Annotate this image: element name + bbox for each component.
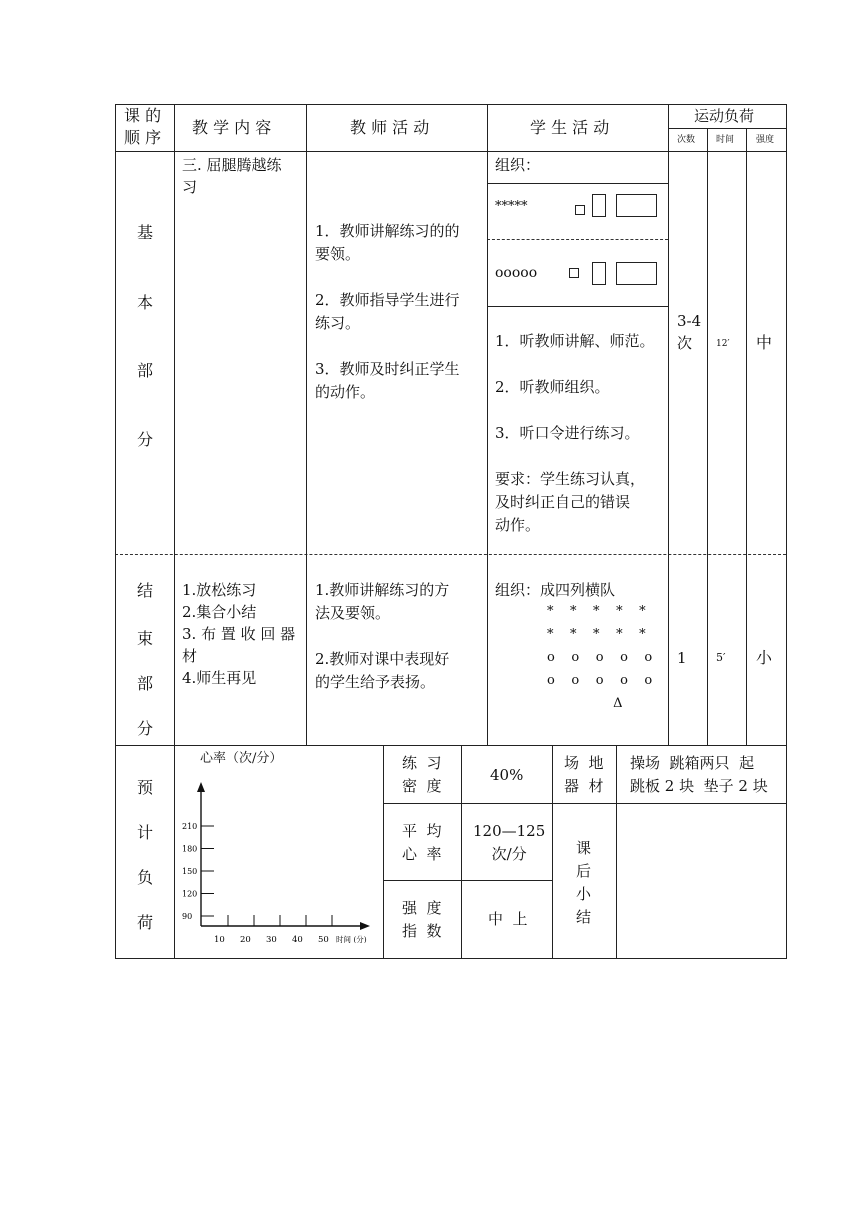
forecast-top-line xyxy=(115,745,786,746)
chart-axes xyxy=(197,782,370,930)
col-line-teacher xyxy=(487,104,488,746)
x-axis-label: 时间 (分) xyxy=(336,935,367,944)
y-tick-label: 150 xyxy=(182,867,198,876)
end-intensity: 小 xyxy=(756,648,773,667)
header-time: 时间 xyxy=(716,135,735,145)
small-square-icon xyxy=(575,205,585,215)
density-value: 40% xyxy=(490,766,524,784)
col-line-student xyxy=(668,104,669,746)
header-bottom-line xyxy=(115,151,786,152)
org-row-line-2 xyxy=(487,306,668,307)
forecast-col-line-4 xyxy=(616,745,617,959)
y-tick-label: 210 xyxy=(182,822,198,831)
avg-hr-label: 平 均 心 率 xyxy=(402,822,442,863)
heart-rate-chart xyxy=(176,770,382,956)
forecast-row-line-1 xyxy=(383,803,786,804)
section-dash-divider xyxy=(115,554,786,555)
x-tick-label: 20 xyxy=(240,935,251,945)
venue-label: 场 地 器 材 xyxy=(564,754,604,795)
intensity-index-value: 中 上 xyxy=(488,910,528,928)
forecast-row-line-2 xyxy=(383,880,552,881)
table-border-left xyxy=(115,104,116,959)
col-line-order xyxy=(174,104,175,959)
basic-content: 三. 屈腿腾越练 习 xyxy=(182,156,282,196)
basic-teacher-activity: 1．教师讲解练习的的 要领。 2．教师指导学生进行 练习。 3．教师及时纠正学生 的动作。 xyxy=(315,222,460,401)
vaulting-box-icon xyxy=(592,194,606,217)
small-square-icon xyxy=(569,268,579,278)
header-order: 课 的 顺 序 xyxy=(124,106,162,147)
y-axis-arrow-icon xyxy=(197,782,205,792)
forecast-col-line-3 xyxy=(552,745,553,959)
chart-x-ticks xyxy=(214,915,367,945)
vaulting-box-icon xyxy=(592,262,606,285)
header-load: 运动负荷 xyxy=(694,107,755,125)
header-times: 次数 xyxy=(677,135,696,145)
basic-times: 3-4 次 xyxy=(677,312,702,352)
end-formation: * * * * * * * * * * o o o o o o o o o o Δ xyxy=(547,604,653,711)
org-row-line-1 xyxy=(487,183,668,184)
basic-org-label: 组织： xyxy=(495,156,541,174)
basic-section-char-3: 部 xyxy=(136,361,153,380)
end-time: 5′ xyxy=(716,651,726,664)
heart-rate-chart-title: 心率（次/分） xyxy=(200,751,283,766)
mat-icon xyxy=(616,194,657,217)
basic-section-char-4: 分 xyxy=(136,430,153,449)
col-line-content xyxy=(306,104,307,746)
table-border-top xyxy=(115,104,786,105)
forecast-section-char-1: 预 xyxy=(136,778,153,797)
venue-value: 操场 跳箱两只 起 跳板 2 块 垫子 2 块 xyxy=(630,754,768,795)
basic-time: 12′ xyxy=(716,339,730,349)
end-org-label: 组织：成四列横队 xyxy=(495,581,616,599)
basic-row-circles: ooooo xyxy=(495,265,538,281)
mat-icon xyxy=(616,262,657,285)
basic-row-stars: ***** xyxy=(495,199,528,214)
end-section-char-2: 束 xyxy=(136,629,153,648)
header-teacher: 教 师 活 动 xyxy=(350,118,430,137)
load-header-divider xyxy=(668,128,786,129)
forecast-section-char-4: 荷 xyxy=(136,913,153,932)
density-label: 练 习 密 度 xyxy=(402,754,442,795)
chart-y-ticks xyxy=(182,822,214,921)
forecast-col-line-2 xyxy=(461,745,462,959)
x-axis-arrow-icon xyxy=(360,922,370,930)
header-content: 教 学 内 容 xyxy=(192,118,272,137)
basic-section-char-2: 本 xyxy=(136,293,153,312)
table-border-bottom xyxy=(115,958,786,959)
x-tick-label: 10 xyxy=(214,935,225,945)
col-line-times xyxy=(707,128,708,746)
basic-intensity: 中 xyxy=(756,333,773,352)
end-teacher-activity: 1.教师讲解练习的方 法及要领。 2.教师对课中表现好 的学生给予表扬。 xyxy=(315,581,450,691)
y-tick-label: 120 xyxy=(182,889,198,899)
forecast-col-line-1 xyxy=(383,745,384,959)
y-tick-label: 90 xyxy=(182,912,193,921)
end-content: 1.放松练习 2.集合小结 3. 布 置 收 回 器 材 4.师生再见 xyxy=(182,581,296,687)
col-line-time xyxy=(746,128,747,746)
x-tick-label: 40 xyxy=(292,935,303,945)
basic-section-char-1: 基 xyxy=(136,223,153,242)
x-tick-label: 50 xyxy=(318,935,329,945)
forecast-section-char-2: 计 xyxy=(136,823,153,842)
x-tick-label: 30 xyxy=(266,935,277,945)
end-section-char-1: 结 xyxy=(136,581,153,600)
y-tick-label: 180 xyxy=(182,844,198,854)
end-section-char-3: 部 xyxy=(136,674,153,693)
avg-hr-value: 120—125 次/分 xyxy=(473,822,546,863)
end-section-char-4: 分 xyxy=(136,719,153,738)
table-border-right xyxy=(786,104,787,959)
org-row-dash xyxy=(487,239,668,240)
end-times: 1 xyxy=(677,649,687,667)
header-intensity: 强度 xyxy=(756,135,775,145)
forecast-section-char-3: 负 xyxy=(136,868,153,887)
header-student: 学 生 活 动 xyxy=(530,118,610,137)
summary-label: 课 后 小 结 xyxy=(576,839,592,926)
intensity-index-label: 强 度 指 数 xyxy=(402,899,442,940)
basic-student-activity: 1．听教师讲解、师范。 2．听教师组织。 3．听口令进行练习。 要求：学生练习认真， 及时纠正自己的错误 动作。 xyxy=(495,332,655,534)
